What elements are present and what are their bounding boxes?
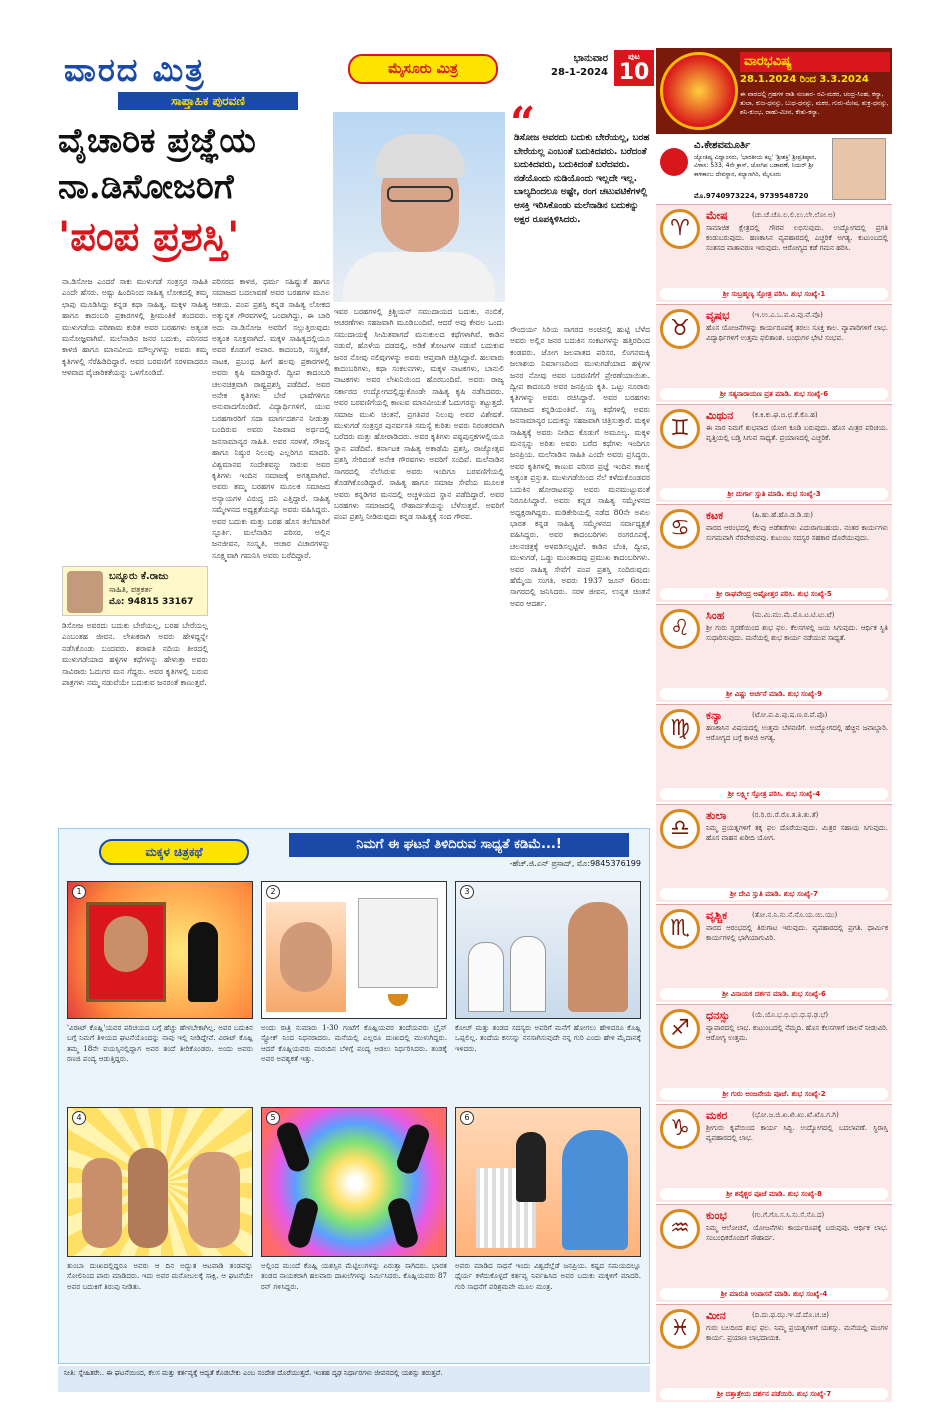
teammate-1	[82, 1158, 122, 1248]
headline-line-3: 'ಪಂಪ ಪ್ರಶಸ್ತಿ'	[58, 213, 240, 260]
masthead	[58, 48, 650, 112]
article-headline	[58, 118, 328, 268]
panel-number: 1	[72, 885, 86, 899]
zodiac-sign-name: ಕಟಕ	[706, 509, 724, 522]
zodiac-prediction: ನಿಮ್ಮ ಆಲೋಚನೆ, ಯೋಜನೆಗಳು ಕಾರ್ಯರೂಪಕ್ಕೆ ಬರುವುವು. ಆರ್ಥಿಕ ಲಾಭ. ಸಂಬಂಧಿಕರೊಂದಿಗೆ ಸೌಹಾರ್ದ.	[706, 1224, 888, 1242]
astrologer-address: ಜ್ಯೋತಿಷ್ಯ ವಿದ್ವಾಂಸರು, 'ಭಾರತೀಯ ಕಲ್ಪ' 'ಶ್ರೀಶಕ್ತಿ' ಶ್ರೀಪ್ರತಿಷ್ಠಾನ, ವಿಳಾಸ: 533, 4ನೇ ಕ್ರಾಸ್, ಜೋಗಿಪ ಬಡಾವಣೆ, ನಿಯರ್ ಶ್ರೀ ಕಾಳಿಕಾಂಬ ದೇವಸ್ಥಾನ, ಕಲ್ಯಾಣಗಿರಿ, ಮೈಸೂರು	[694, 154, 817, 178]
article-column-2: ಪರಿಸರದ ಕಾಳಜಿ, ಧರ್ಮ ಸಹಿಷ್ಣುತೆ ಹಾಗೂ ಸಮಾಜದ ಬದಲಾವಣೆ ಅವರ ಬರಹಗಳ ಮೂಲ ಆಶಯ. ಪಂಪ ಪ್ರಶಸ್ತಿ ಕನ್ನಡ ಸಾಹಿತ್ಯ ಲೋಕದ ಅತ್ಯುನ್ನತ ಗೌರವಗಳಲ್ಲಿ ಒಂದಾಗಿದ್ದು, ಈ ಬಾರಿ ಅದು ನಾ.ಡಿಸೋಜ ಅವರಿಗೆ ಸಲ್ಲುತ್ತಿರುವುದು ಅತ್ಯಂತ ಸೂಕ್ತವಾಗಿದೆ. ಮಕ್ಕಳ ಸಾಹಿತ್ಯದಲ್ಲಿಯೂ ಅವರ ಕೊಡುಗೆ ಅಪಾರ. ಕಾದಂಬರಿ, ಸಣ್ಣಕತೆ, ನಾಟಕ, ಪ್ರಬಂಧ ಹೀಗೆ ಹಲವು ಪ್ರಕಾರಗಳಲ್ಲಿ ಅವರು ಕೃಷಿ ಮಾಡಿದ್ದಾರೆ. ದ್ವೀಪ ಕಾದಂಬರಿ ಚಲನಚಿತ್ರವಾಗಿ ರಾಷ್ಟ್ರಪ್ರಶಸ್ತಿ ಪಡೆದಿದೆ. ಅವರ ಅನೇಕ ಕೃತಿಗಳು ಬೇರೆ ಭಾಷೆಗಳಿಗೂ ಅನುವಾದಗೊಂಡಿವೆ. ವಿದ್ಯಾರ್ಥಿಗಳಿಗೆ, ಯುವ ಬರಹಗಾರರಿಗೆ ಸದಾ ಮಾರ್ಗದರ್ಶನ ನೀಡುತ್ತಾ ಬಂದಿರುವ ಅವರು ನಿಜವಾದ ಅರ್ಥದಲ್ಲಿ ಜನಸಾಮಾನ್ಯರ ಸಾಹಿತಿ. ಅವರ ಸರಳತೆ, ಸೌಜನ್ಯ ಹಾಗೂ ನಿಷ್ಠುರ ನಿಲುವು ಎಲ್ಲರಿಗೂ ಮಾದರಿ. ವಿಶ್ವಮಾನವ ಸಂದೇಶವನ್ನು ಸಾರುವ ಅವರ ಕೃತಿಗಳು ಇಂದಿನ ಸಮಾಜಕ್ಕೆ ಅಗತ್ಯವಾಗಿವೆ. ಅವರು ತಮ್ಮ ಬರಹಗಳ ಮೂಲಕ ಸಮಾಜದ ಅನ್ಯಾಯಗಳ ವಿರುದ್ಧ ದನಿ ಎತ್ತಿದ್ದಾರೆ. ಸಾಹಿತ್ಯ ಸಮ್ಮೇಳನದ ಅಧ್ಯಕ್ಷತೆಯನ್ನೂ ಅವರು ವಹಿಸಿದ್ದರು. ಅವರ ಬದುಕು ಮತ್ತು ಬರಹ ಹೊಸ ತಲೆಮಾರಿಗೆ ಸ್ಫೂರ್ತಿ. ಮಲೆನಾಡಿನ ಪರಿಸರ, ಅಲ್ಲಿನ ಜನಜೀವನ, ಸಂಸ್ಕೃತಿ, ಆಚಾರ ವಿಚಾರಗಳನ್ನು ಸೂಕ್ಷ್ಮವಾಗಿ ಗಮನಿಸಿ ಅವರು ಬರೆದಿದ್ದಾರೆ.	[212, 277, 330, 560]
teammate-2	[128, 1148, 168, 1248]
zodiac-symbol-icon: ♈	[660, 209, 700, 249]
zodiac-prediction: ವಾರದ ಆರಂಭದಲ್ಲಿ ಕೆಲವು ಅಡೆತಡೆಗಳು ಎದುರಾಗಬಹುದು. ನಂತರ ಕಾರ್ಯಗಳು ಸುಗಮವಾಗಿ ನೆರವೇರುವವು. ಕುಟುಂಬ ಸದಸ್ಯರ ಸಹಕಾರ ದೊರೆಯುವುದು.	[706, 524, 888, 542]
page-number: 10	[618, 60, 650, 85]
comic-caption-2: ಅಂದು ರಾತ್ರಿ ಸುಮಾರು 1-30 ಗಂಟೆಗೆ ಕೊಹ್ಲಿಯವರ ತಂದೆಯವರು ಬ್ರೈನ್ ಸ್ಟ್ರೋಕ್ ನಿಂದ ನಿಧನರಾದರು. ಮನೆಯಲ್ಲಿ ಎಲ್ಲರೂ ದುಃಖದಲ್ಲಿ ಮುಳುಗಿದ್ದರು. ಆದರೆ ಕೊಹ್ಲಿಯವರು ಮರುದಿನ ಬೆಳಿಗ್ಗೆ ಪಂದ್ಯ ಆಡಲು ನಿರ್ಧರಿಸಿದರು. ತಂಡಕ್ಕೆ ಅವರ ಅವಶ್ಯಕತೆ ಇತ್ತು.	[261, 1023, 447, 1064]
zodiac-symbol-icon: ♋	[660, 509, 700, 549]
zodiac-sign-card	[656, 404, 892, 502]
zodiac-sign-letters: (ತೋ.ನ.ನಿ.ನು.ನೆ.ನೊ.ಯ.ಯಿ.ಯು)	[752, 911, 838, 919]
zodiac-sign-card	[656, 504, 892, 602]
comic-caption-1: 'ವಿರಾಟ್ ಕೊಹ್ಲಿ'ಯವರ ಪರಿಚಯದ ಬಗ್ಗೆ ಹೆಚ್ಚು ಹೇಳಬೇಕಾಗಿಲ್ಲ. ಅವರ ಬದುಕಿನ ಬಗ್ಗೆ ನಿಮಗೆ ತಿಳಿಯದ ಘಟನೆಯೊಂದನ್ನು ನಾವು ಇಲ್ಲಿ ನೀಡಿದ್ದೇವೆ. ವಿರಾಟ್ ಕೊಹ್ಲಿ ತಮ್ಮ 18ನೇ ವಯಸ್ಸಿನಲ್ಲಿದ್ದಾಗ ಅವರ ತಂದೆ ತೀರಿಕೊಂಡರು. ಅಂದು ಅವರು ರಣಜಿ ಪಂದ್ಯ ಆಡುತ್ತಿದ್ದರು.	[67, 1023, 253, 1064]
issue-date-value: 28-1-2024	[550, 67, 608, 78]
zodiac-sign-card	[656, 804, 892, 902]
zodiac-symbol-icon: ♎	[660, 809, 700, 849]
sad-face	[280, 922, 332, 992]
zodiac-remedy: ಶ್ರೀ ಸುಬ್ರಹ್ಮಣ್ಯ ಸ್ತೋತ್ರ ಪಠಿಸಿ. ಶುಭ ಸಂಖ್ಯೆ-1	[660, 288, 888, 300]
zodiac-remedy: ಶ್ರೀ ದುರ್ಗಾ ಸ್ತುತಿ ಮಾಡಿ. ಶುಭ ಸಂಖ್ಯೆ-3	[660, 488, 888, 500]
zodiac-prediction: ಈ ವಾರ ನಿಮಗೆ ಶುಭವಾದ ಯೋಗ ಕೂಡಿ ಬರುವುದು. ಹೊಸ ಮಿತ್ರರ ಪರಿಚಯ. ವೃತ್ತಿಯಲ್ಲಿ ಬಡ್ತಿ ಸಿಗುವ ಸಾಧ್ಯತೆ. ಪ್ರಯಾಣದಲ್ಲಿ ಎಚ್ಚರಿಕೆ.	[706, 424, 888, 442]
zodiac-prediction: ವಾರದ ಆರಂಭದಲ್ಲಿ ತಿರುಗಾಟ ಇರುವುದು. ವ್ಯವಹಾರದಲ್ಲಿ ಪ್ರಗತಿ. ಧಾರ್ಮಿಕ ಕಾರ್ಯಗಳಲ್ಲಿ ಭಾಗಿಯಾಗುವಿರಿ.	[706, 924, 888, 942]
zodiac-remedy: ಶ್ರೀ ವಿನಾಯಕ ದರ್ಶನ ಮಾಡಿ. ಶುಭ ಸಂಖ್ಯೆ-6	[660, 988, 888, 1000]
zodiac-sign-letters: (ಗು.ಗೆ.ಗೊ.ಸ.ಸಿ.ಸು.ಸೆ.ಸೊ.ದ)	[752, 1211, 825, 1219]
zodiac-symbol-icon: ♍	[660, 709, 700, 749]
comic-credit: -ಹೆಚ್.ಜಿ.ಎನ್ ಪ್ರಸಾದ್, ಮೊ:9845376199	[509, 859, 641, 868]
zodiac-sign-name: ಸಿಂಹ	[706, 609, 725, 622]
official-person	[516, 1132, 546, 1202]
quote-mark-icon: “	[510, 98, 536, 149]
comic-panel-2	[261, 881, 447, 1019]
zodiac-sign-name: ಧನಸ್ಸು	[706, 1009, 730, 1022]
zodiac-symbol-icon: ♌	[660, 609, 700, 649]
horoscope-title: ವಾರಭವಿಷ್ಯ	[740, 52, 890, 72]
zodiac-symbol-icon: ♑	[660, 1109, 700, 1149]
zodiac-symbol-icon: ♉	[660, 309, 700, 349]
zodiac-sign-letters: (ಇ.ಉ.ಎ.ಒ.ವ.ವಿ.ವು.ವೆ.ವೊ)	[752, 311, 823, 319]
zodiac-remedy: ಶ್ರೀ ವಿಷ್ಣು ಅರ್ಚನೆ ಮಾಡಿ. ಶುಭ ಸಂಖ್ಯೆ-9	[660, 688, 888, 700]
zodiac-sign-name: ಮೇಷ	[706, 209, 728, 222]
zodiac-prediction: ಶ್ರೀಗುರು ಕೃಪೆಯಿಂದ ಕಾರ್ಯ ಸಿದ್ಧಿ. ಉದ್ಯೋಗದಲ್ಲಿ ಬದಲಾವಣೆ. ಸ್ಥಿರಾಸ್ತಿ ವ್ಯವಹಾರದಲ್ಲಿ ಲಾಭ.	[706, 1124, 888, 1142]
zodiac-sign-name: ವೃಶ್ಚಿಕ	[706, 909, 728, 922]
zodiac-remedy: ಶ್ರೀ ದೇವಿ ಸ್ತುತಿ ಮಾಡಿ. ಶುಭ ಸಂಖ್ಯೆ-7	[660, 888, 888, 900]
zodiac-sign-card	[656, 1004, 892, 1102]
zodiac-sign-letters: (ಯೆ.ಯೊ.ಭ.ಭಿ.ಭು.ಧ.ಫ.ಢ.ಭೆ)	[752, 1011, 829, 1019]
horoscope-header	[656, 48, 892, 134]
batsman-silhouette	[188, 922, 218, 1002]
comic-title: ನಿಮಗೆ ಈ ಘಟನೆ ತಿಳಿದಿರುವ ಸಾಧ್ಯತೆ ಕಡಿಮೆ...!	[289, 833, 629, 857]
planet-positions-note: ಈ ವಾರದಲ್ಲಿ ಗ್ರಹಗಳ ರಾಶಿ ಸಂಚಾರ- ರವಿ-ಮಕರ, ಚಂದ್ರ-ಸಿಂಹ, ಕನ್ಯಾ, ತುಲಾ, ಕುಜ-ಧನಸ್ಸು, ಬುಧ-ಧನಸ್ಸು, ಮಕರ, ಗುರು-ಮೇಷ, ಶುಕ್ರ-ಧನಸ್ಸು, ಶನಿ-ಕುಂಭ, ರಾಹು-ಮೀನ, ಕೇತು-ಕನ್ಯಾ.	[740, 90, 889, 116]
zodiac-remedy: ಶ್ರೀ ಶನೈಶ್ಚರ ಪೂಜೆ ಮಾಡಿ. ಶುಭ ಸಂಖ್ಯೆ-8	[660, 1188, 888, 1200]
astrologer-logo-icon	[660, 148, 688, 176]
zodiac-sign-letters: (ಕ.ಕಿ.ಕು.ಘ.ಙ.ಛ.ಕೆ.ಕೊ.ಹ)	[752, 411, 818, 419]
oil-lamp-icon	[388, 994, 408, 1006]
portrait-shirt	[343, 252, 495, 302]
zodiac-sign-card	[656, 704, 892, 802]
zodiac-sign-card	[656, 204, 892, 302]
supplement-subtitle: ಸಾಪ್ತಾಹಿಕ ಪುರವಣಿ	[118, 92, 298, 110]
comic-panel-1	[67, 881, 253, 1019]
pull-quote: ಡಿಸೋಜ ಅವರದು ಬದುಕು ಬೇರೆಯಲ್ಲ, ಬರಹ ಬೇರೆಯಲ್ಲ ಎಂಬಂತೆ ಬದುಕಿದವರು. ಬರೆದಂತೆ ಬದುಕಿದವರು, ಬದುಕಿದಂತೆ ಬರೆದವರು. ನಡೆಯೊಂದು ನುಡಿಯೊಂದು ಇಲ್ಲದೇ ಇಲ್ಲ. ಬಾಲ್ಯದಿಂದಲೂ ಅಷ್ಟೇ, ರಂಗ ಚಟುವಟಿಕೆಗಳಲ್ಲಿ ಆಸಕ್ತಿ ಇರಿಸಿಕೊಂಡು ಮಲೆನಾಡಿನ ಬದುಕನ್ನು ಅಕ್ಷರ ರೂಪಕ್ಕಿಳಿಸಿದರು.	[514, 133, 650, 225]
zodiac-sign-letters: (ಮ.ಮಿ.ಮು.ಮೆ.ಮೊ.ಟ.ಟಿ.ಟು.ಟೆ)	[752, 611, 835, 619]
player-face	[104, 916, 148, 972]
zodiac-symbol-icon: ♐	[660, 1009, 700, 1049]
player-listening	[188, 1152, 240, 1248]
zodiac-sign-card	[656, 304, 892, 402]
person-woman	[468, 942, 504, 1012]
zodiac-remedy: ಶ್ರೀ ದತ್ತಾತ್ರೇಯ ದರ್ಶನ ಪಡೆಯಿರಿ. ಶುಭ ಸಂಖ್ಯೆ-7	[660, 1388, 888, 1400]
zodiac-remedy: ಶ್ರೀ ಮಾರುತಿ ಉಪಾಸನೆ ಮಾಡಿ. ಶುಭ ಸಂಖ್ಯೆ-4	[660, 1288, 888, 1300]
cloth-sheet	[358, 898, 438, 988]
zodiac-sign-letters: (ದಿ.ದು.ಥ.ಝ.ಞ.ದೆ.ದೊ.ಚ.ಚಿ)	[752, 1311, 829, 1319]
portrait-hair	[375, 134, 465, 178]
zodiac-sign-letters: (ಚು.ಚೆ.ಚೊ.ಲ.ಲಿ.ಲು.ಲೇ.ಲೋ.ಅ)	[752, 211, 836, 219]
zodiac-remedy: ಶ್ರೀ ಲಕ್ಷ್ಮೀ ಸ್ತೋತ್ರ ಪಠಿಸಿ. ಶುಭ ಸಂಖ್ಯೆ-4	[660, 788, 888, 800]
panel-number: 4	[72, 1111, 86, 1125]
player-in-jersey	[562, 1130, 628, 1250]
byline-role: ಸಾಹಿತಿ, ಪತ್ರಕರ್ತ	[109, 585, 153, 594]
zodiac-sign-name: ತುಲಾ	[706, 809, 727, 822]
zodiac-prediction: ಗುರು ಬಲದಿಂದ ಶುಭ ಫಲ. ನಿಮ್ಮ ಪ್ರಯತ್ನಗಳಿಗೆ ಯಶಸ್ಸು. ಮನೆಯಲ್ಲಿ ಮಂಗಳ ಕಾರ್ಯ. ಪ್ರಯಾಣ ಲಾಭದಾಯಕ.	[706, 1324, 888, 1342]
zodiac-prediction: ವ್ಯಾಪಾರದಲ್ಲಿ ಲಾಭ. ಕುಟುಂಬದಲ್ಲಿ ನೆಮ್ಮದಿ. ಹೊಸ ಕೆಲಸಗಳಿಗೆ ಚಾಲನೆ ನೀಡುವಿರಿ. ಆರೋಗ್ಯ ಉತ್ತಮ.	[706, 1024, 888, 1042]
zodiac-sign-letters: (ರ.ರಿ.ರು.ರೆ.ರೊ.ತ.ತಿ.ತು.ತೆ)	[752, 811, 819, 819]
article-column-1: ನಾ.ಡಿಸೋಜ ಎಂದರೆ ಸಾಕು ಮುಳುಗಡೆ ಸಂತ್ರಸ್ತರ ಸಾಹಿತಿ ಎಂದೇ ಹೆಸರು. ಅಷ್ಟು ಹಿಂದಿನಿಂದ ಸಾಹಿತ್ಯ ಲೋಕದಲ್ಲಿ ತಮ್ಮ ಛಾಪು ಮೂಡಿಸಿದ್ದು ಕನ್ನಡ ಕಥಾ ಸಾಹಿತ್ಯ, ಮಕ್ಕಳ ಸಾಹಿತ್ಯ ಹಾಗೂ ಕಾದಂಬರಿ ಪ್ರಕಾರಗಳಲ್ಲಿ ಶ್ರೀಮಂತಿಕೆ ತಂದವರು. ಮುಳುಗಡೆಯ ಪರಿಣಾಮ ಕುರಿತ ಅವರ ಬರಹಗಳು ಅತ್ಯಂತ ಮನೋಜ್ಞವಾಗಿವೆ. ಮಲೆನಾಡಿನ ಜನರ ಬದುಕು, ಪರಿಸರದ ಕಾಳಜಿ ಹಾಗೂ ಮಾನವೀಯ ಮೌಲ್ಯಗಳನ್ನು ಅವರು ತಮ್ಮ ಕೃತಿಗಳಲ್ಲಿ ಸೆರೆಹಿಡಿದಿದ್ದಾರೆ. ಅವರ ಬರವಣಿಗೆ ಸರಳವಾದರೂ ಆಳವಾದ ವೈಚಾರಿಕತೆಯನ್ನು ಒಳಗೊಂಡಿದೆ.	[62, 277, 208, 378]
zodiac-sign-letters: (ಹಿ.ಹು.ಹೆ.ಹೊ.ಡ.ಡಿ.ಡು)	[752, 511, 813, 519]
zodiac-sign-card	[656, 604, 892, 702]
kids-comic-section	[58, 828, 650, 1364]
byline-phone: ಮೊ: 94815 33167	[109, 597, 194, 607]
zodiac-remedy: ಶ್ರೀ ಗುರು ಆಂಜನೇಯ ಪೂಜೆ. ಶುಭ ಸಂಖ್ಯೆ-2	[660, 1088, 888, 1100]
panel-number: 5	[266, 1111, 280, 1125]
comic-panel-6	[455, 1107, 641, 1257]
author-portrait-photo	[333, 112, 505, 302]
comic-caption-6: ಅವರು ಮಾಡಿದ ಸಾಧನೆ ಇಂದು ವಿಶ್ವದೆಲ್ಲೆಡೆ ಜನಪ್ರಿಯ. ಕಷ್ಟದ ಸಮಯದಲ್ಲೂ ಧೈರ್ಯ ಕಳೆದುಕೊಳ್ಳದೆ ಕರ್ತವ್ಯ ನಿರ್ವಹಿಸಿದ ಅವರ ಬದುಕು ಮಕ್ಕಳಿಗೆ ಮಾದರಿ. ಗುರಿ ಸಾಧನೆಗೆ ಪರಿಶ್ರಮವೇ ಮೂಲ ಮಂತ್ರ.	[455, 1261, 641, 1291]
comic-moral-strip: ನೀತಿ: ಸ್ನೇಹಿತರೇ.. ಈ ಘಟನೆಯಿಂದ, ಕೆಲಸ ಮತ್ತು ಕರ್ತವ್ಯಕ್ಕೆ ಆದ್ಯತೆ ಕೊಡಬೇಕು ಎಂಬ ಸಂದೇಶ ದೊರೆಯುತ್ತದೆ. ಇಂತಹ ದೃಢ ನಿರ್ಧಾರಗಳು ಜೀವನದಲ್ಲಿ ಯಶಸ್ಸು ತರುತ್ತವೆ.	[58, 1366, 650, 1392]
article-column-3: ಇವರ ಬರಹಗಳಲ್ಲಿ ಕ್ರಿಶ್ಚಿಯನ್ ಸಮುದಾಯದ ಬದುಕು, ನಂಬಿಕೆ, ಆಚರಣೆಗಳು ಸಹಜವಾಗಿ ಮೂಡಿಬಂದಿವೆ. ಆದರೆ ಅವು ಕೇವಲ ಒಂದು ಸಮುದಾಯಕ್ಕೆ ಸೀಮಿತವಾಗದೆ ಮನುಕುಲದ ಕಥೆಗಳಾಗಿವೆ. ಕಾಡಿನ ನಡುವೆ, ಹೊಳೆಯ ದಡದಲ್ಲಿ, ಅಡಿಕೆ ತೋಟಗಳ ನಡುವೆ ಬದುಕುವ ಜನರ ನೋವು ನಲಿವುಗಳನ್ನು ಅವರು ಆಪ್ತವಾಗಿ ಚಿತ್ರಿಸಿದ್ದಾರೆ. ಹಲವಾರು ಕಾದಂಬರಿಗಳು, ಕಥಾ ಸಂಕಲನಗಳು, ಮಕ್ಕಳ ನಾಟಕಗಳು, ಬಾನುಲಿ ನಾಟಕಗಳು ಅವರ ಲೇಖನಿಯಿಂದ ಹೊರಬಂದಿವೆ. ಅವರು ರಾಜ್ಯ ಸರ್ಕಾರದ ಉದ್ಯೋಗದಲ್ಲಿದ್ದುಕೊಂಡೇ ಸಾಹಿತ್ಯ ಕೃಷಿ ನಡೆಸಿದವರು. ಅವರ ಬರವಣಿಗೆಯಲ್ಲಿ ಕಾಣುವ ಮಾನವೀಯತೆ ಓದುಗರನ್ನು ತಟ್ಟುತ್ತದೆ. ಸಮಾಜ ಮುಖಿ ಚಿಂತನೆ, ಪ್ರಗತಿಪರ ನಿಲುವು ಅವರ ವಿಶೇಷತೆ. ಮುಳುಗಡೆ ಸಂತ್ರಸ್ತರ ಪುನರ್ವಸತಿ ಸಮಸ್ಯೆ ಕುರಿತು ಅವರು ನಿರಂತರವಾಗಿ ಬರೆದರು ಮತ್ತು ಹೋರಾಡಿದರು. ಅವರ ಕೃತಿಗಳು ಪಠ್ಯಪುಸ್ತಕಗಳಲ್ಲಿಯೂ ಸ್ಥಾನ ಪಡೆದಿವೆ. ಕರ್ನಾಟಕ ಸಾಹಿತ್ಯ ಅಕಾಡೆಮಿ ಪ್ರಶಸ್ತಿ, ರಾಜ್ಯೋತ್ಸವ ಪ್ರಶಸ್ತಿ ಸೇರಿದಂತೆ ಅನೇಕ ಗೌರವಗಳು ಅವರಿಗೆ ಸಂದಿವೆ. ಮಲೆನಾಡಿನ ಸಾಗರದಲ್ಲಿ ನೆಲೆಸಿರುವ ಅವರು ಇಂದಿಗೂ ಬರವಣಿಗೆಯಲ್ಲಿ ತೊಡಗಿಕೊಂಡಿದ್ದಾರೆ. ಸಾಹಿತ್ಯ ಹಾಗೂ ಸಮಾಜ ಸೇವೆಯ ಮೂಲಕ ಅವರು ಕನ್ನಡಿಗರ ಮನದಲ್ಲಿ ಅಚ್ಚಳಿಯದ ಸ್ಥಾನ ಪಡೆದಿದ್ದಾರೆ. ಅವರ ಬರಹಗಳು ಸಮಾಜದಲ್ಲಿ ಸೌಹಾರ್ದತೆಯನ್ನು ಬೆಳೆಸುತ್ತವೆ. ಅವರಿಗೆ ಪಂಪ ಪ್ರಶಸ್ತಿ ನೀಡಿರುವುದು ಕನ್ನಡ ಸಾಹಿತ್ಯಕ್ಕೆ ಸಂದ ಗೌರವ.	[334, 307, 504, 522]
supplement-title: ವಾರದ ಮಿತ್ರ	[58, 48, 298, 92]
person-man	[510, 936, 546, 1012]
zodiac-remedy: ಶ್ರೀ ರಾಘವೇಂದ್ರ ಅಷ್ಟೋತ್ತರ ಪಠಿಸಿ. ಶುಭ ಸಂಖ್ಯೆ-5	[660, 588, 888, 600]
thinking-player	[568, 902, 628, 1012]
zodiac-symbol-icon: ♊	[660, 409, 700, 449]
zodiac-sign-card	[656, 1104, 892, 1202]
astrologer-name: ವಿ.ಕೇಶವಮೂರ್ತಿ	[694, 140, 751, 151]
comic-panel-4	[67, 1107, 253, 1257]
issue-day: ಭಾನುವಾರ	[573, 53, 608, 64]
headline-line-2: ನಾ.ಡಿಸೋಜರಿಗೆ	[58, 167, 234, 207]
zodiac-prediction: ಹಣಕಾಸಿನ ವಿಷಯದಲ್ಲಿ ಉತ್ತಮ ಬೆಳವಣಿಗೆ. ಉದ್ಯೋಗದಲ್ಲಿ ಹೆಚ್ಚಿನ ಜವಾಬ್ದಾರಿ. ಆರೋಗ್ಯದ ಬಗ್ಗೆ ಕಾಳಜಿ ಅಗತ್ಯ.	[706, 724, 888, 742]
zodiac-prediction: ಸಾಮಾಜಿಕ ಕ್ಷೇತ್ರದಲ್ಲಿ ಗೌರವ ಲಭಿಸುವುದು. ಉದ್ಯೋಗದಲ್ಲಿ ಪ್ರಗತಿ ಕಂಡುಬರುವುದು. ಹಣಕಾಸಿನ ವ್ಯವಹಾರದಲ್ಲಿ ಎಚ್ಚರಿಕೆ ಅಗತ್ಯ. ಕುಟುಂಬದಲ್ಲಿ ಸಂತಸದ ವಾತಾವರಣ ಇರುವುದು. ಆರೋಗ್ಯದ ಕಡೆ ಗಮನ ಹರಿಸಿ.	[706, 224, 888, 252]
zodiac-sign-letters: (ಟೋ.ಪ.ಪಿ.ಪು.ಷ.ಣ.ಠ.ಪೆ.ಪೊ)	[752, 711, 828, 719]
article-column-4: ಸೌಂದರ್ಯ ಸಿರಿಯ ಸಾಗರದ ಅಂಚಿನಲ್ಲಿ ಹುಟ್ಟಿ ಬೆಳೆದ ಅವರು ಅಲ್ಲಿನ ಜನರ ಬದುಕಿನ ಸಂಕಟಗಳನ್ನು ಹತ್ತಿರದಿಂದ ಕಂಡವರು. ಜೋಗ ಜಲಪಾತದ ಪರಿಸರ, ಲಿಂಗನಮಕ್ಕಿ ಜಲಾಶಯ ನಿರ್ಮಾಣದಿಂದ ಮುಳುಗಡೆಯಾದ ಹಳ್ಳಿಗಳ ಜನರ ನೋವು ಅವರ ಬರವಣಿಗೆಗೆ ಪ್ರೇರಣೆಯಾಯಿತು. ದ್ವೀಪ ಕಾದಂಬರಿ ಅವರ ಜನಪ್ರಿಯ ಕೃತಿ. ಒಟ್ಟು ನೂರಾರು ಕೃತಿಗಳನ್ನು ಅವರು ರಚಿಸಿದ್ದಾರೆ. ಅವರ ಬರಹಗಳು ಸಮಾಜದ ಕನ್ನಡಿಯಂತಿವೆ. ಸಣ್ಣ ಕಥೆಗಳಲ್ಲಿ ಅವರು ಜನಸಾಮಾನ್ಯರ ಬದುಕನ್ನು ಸಹಜವಾಗಿ ಚಿತ್ರಿಸುತ್ತಾರೆ. ಮಕ್ಕಳ ಸಾಹಿತ್ಯಕ್ಕೆ ಅವರು ನೀಡಿದ ಕೊಡುಗೆ ಅಮೂಲ್ಯ. ಮಕ್ಕಳ ಮನಸ್ಸನ್ನು ಅರಿತು ಅವರು ಬರೆದ ಕಥೆಗಳು ಇಂದಿಗೂ ಜನಪ್ರಿಯ. ಮಲೆನಾಡಿನ ಸಾಹಿತಿ ಎಂದೇ ಅವರು ಪ್ರಸಿದ್ಧರು. ಅವರ ಕೃತಿಗಳಲ್ಲಿ ಕಾಣುವ ಪರಿಸರ ಪ್ರಜ್ಞೆ ಇಂದಿನ ಕಾಲಕ್ಕೆ ಅತ್ಯಂತ ಪ್ರಸ್ತುತ. ಮುಳುಗಡೆಯಿಂದ ನೆಲೆ ಕಳೆದುಕೊಂಡವರ ಬದುಕಿನ ಹೋರಾಟವನ್ನು ಅವರು ಮನಮುಟ್ಟುವಂತೆ ನಿರೂಪಿಸಿದ್ದಾರೆ. ಅವರು ಕನ್ನಡ ಸಾಹಿತ್ಯ ಸಮ್ಮೇಳನದ ಅಧ್ಯಕ್ಷರಾಗಿದ್ದರು. ಮಡಿಕೇರಿಯಲ್ಲಿ ನಡೆದ 80ನೇ ಅಖಿಲ ಭಾರತ ಕನ್ನಡ ಸಾಹಿತ್ಯ ಸಮ್ಮೇಳನದ ಸರ್ವಾಧ್ಯಕ್ಷತೆ ವಹಿಸಿದ್ದರು. ಅವರ ಕಾದಂಬರಿಗಳು ರಂಗರೂಪಕ್ಕೆ, ಚಲನಚಿತ್ರಕ್ಕೆ ಅಳವಡಿಸಲ್ಪಟ್ಟಿವೆ. ಕಾಡಿನ ಬೆಂಕಿ, ದ್ವೀಪ, ಮುಳುಗಡೆ, ಒಡ್ಡು ಮುಂತಾದವು ಪ್ರಮುಖ ಕಾದಂಬರಿಗಳು. ಅವರ ಸಾಹಿತ್ಯ ಸೇವೆಗೆ ಪಂಪ ಪ್ರಶಸ್ತಿ ಸಂದಿರುವುದು ಹೆಮ್ಮೆಯ ಸಂಗತಿ. ಅವರು 1937 ಜೂನ್ 6ರಂದು ಸಾಗರದಲ್ಲಿ ಜನಿಸಿದರು. ಸರಳ ಜೀವನ, ಉನ್ನತ ಚಿಂತನೆ ಅವರ ಆದರ್ಶ.	[510, 325, 650, 608]
issue-date	[528, 52, 608, 80]
comic-caption-3: ಕೋಚ್ ಮತ್ತು ತಂಡದ ಸದಸ್ಯರು ಅವರಿಗೆ ಮನೆಗೆ ಹೋಗಲು ಹೇಳಿದರೂ ಕೊಹ್ಲಿ ಒಪ್ಪಲಿಲ್ಲ. ತಂದೆಯ ಕನಸನ್ನು ನನಸಾಗಿಸುವುದೇ ನನ್ನ ಗುರಿ ಎಂದು ಹೇಳಿ ಮೈದಾನಕ್ಕೆ ಇಳಿದರು.	[455, 1023, 641, 1053]
zodiac-wheel-icon	[660, 52, 738, 130]
comic-caption-4: ತುಂಬಾ ದುಃಖದಲ್ಲಿದ್ದರೂ ಅವರು ಆ ದಿನ ಅದ್ಭುತ ಆಟವಾಡಿ ತಂಡವನ್ನು ಸೋಲಿನಿಂದ ಪಾರು ಮಾಡಿದರು. ಇದು ಅವರ ಮನೋಬಲಕ್ಕೆ ಸಾಕ್ಷಿ. ಆ ಘಟನೆಯೇ ಅವರ ಬದುಕಿಗೆ ತಿರುವು ನೀಡಿತು.	[67, 1261, 253, 1291]
zodiac-sign-name: ಕನ್ಯಾ	[706, 709, 723, 722]
comic-caption-5: ಅಲ್ಲಿಂದ ಮುಂದೆ ಕೊಹ್ಲಿ ಯಶಸ್ಸಿನ ಮೆಟ್ಟಿಲುಗಳನ್ನು ಏರುತ್ತಾ ಸಾಗಿದರು. ಭಾರತ ತಂಡದ ನಾಯಕರಾಗಿ ಹಲವಾರು ದಾಖಲೆಗಳನ್ನು ನಿರ್ಮಿಸಿದರು. ಕೊಹ್ಲಿಯವರು 87 ರನ್ ಗಳಿಸಿದ್ದರು.	[261, 1261, 447, 1291]
panel-number: 6	[460, 1111, 474, 1125]
page-label: ಪುಟ	[628, 52, 640, 61]
byline-name: ಬನ್ನೂರು ಕೆ.ರಾಜು	[109, 571, 169, 582]
zodiac-sign-name: ಮೀನ	[706, 1309, 726, 1322]
comic-panel-5	[261, 1107, 447, 1257]
zodiac-sign-card	[656, 904, 892, 1002]
zodiac-sign-card	[656, 1304, 892, 1402]
newspaper-logo: ಮೈಸೂರು ಮಿತ್ರ	[348, 54, 498, 84]
horoscope-date-range: 28.1.2024 ರಿಂದ 3.3.2024	[740, 74, 869, 85]
zodiac-sign-name: ವೃಷಭ	[706, 309, 730, 322]
zodiac-prediction: ನಿಮ್ಮ ಪ್ರಯತ್ನಗಳಿಗೆ ತಕ್ಕ ಫಲ ದೊರೆಯುವುದು. ಮಿತ್ರರ ಸಹಾಯ ಸಿಗುವುದು. ಹೊಸ ವಾಹನ ಖರೀದಿ ಯೋಗ.	[706, 824, 888, 842]
zodiac-symbol-icon: ♒	[660, 1209, 700, 1249]
byline-box	[62, 566, 208, 616]
zodiac-sign-card	[656, 1204, 892, 1302]
comic-panel-3	[455, 881, 641, 1019]
article-column-1b: ಡಿಸೋಜ ಅವರದು ಬದುಕು ಬೇರೆಯಲ್ಲ, ಬರಹ ಬೇರೆಯಲ್ಲ ಎಂಬಂತಹ ಜೀವನ. ಲೇಖಕರಾಗಿ ಅವರು ಹೇಳಿದ್ದನ್ನೇ ನಡೆಸಿಕೊಂಡು ಬಂದವರು. ಶರಾವತಿ ನದಿಯ ತೀರದಲ್ಲಿ ಮುಳುಗಡೆಯಾದ ಹಳ್ಳಿಗಳ ಕಥೆಗಳನ್ನು ಹೇಳುತ್ತಾ ಅವರು ಸಾವಿರಾರು ಓದುಗರ ಮನ ಗೆದ್ದರು. ಅವರ ಕೃತಿಗಳಲ್ಲಿ ಬರುವ ಪಾತ್ರಗಳು ನಮ್ಮ ನಡುವೆಯೇ ಬದುಕುವ ಜನರಂತೆ ಕಾಣುತ್ತವೆ.	[62, 621, 208, 688]
headline-line-1: ವೈಚಾರಿಕ ಪ್ರಜ್ಞೆಯ	[58, 121, 256, 161]
zodiac-sign-name: ಮಕರ	[706, 1109, 728, 1122]
panel-number: 2	[266, 885, 280, 899]
zodiac-prediction: ಹೊಸ ಯೋಜನೆಗಳನ್ನು ಕಾರ್ಯರೂಪಕ್ಕೆ ತರಲು ಸೂಕ್ತ ಕಾಲ. ವ್ಯಾಪಾರಿಗಳಿಗೆ ಲಾಭ. ವಿದ್ಯಾರ್ಥಿಗಳಿಗೆ ಉತ್ತಮ ಫಲಿತಾಂಶ. ಬಂಧುಗಳ ಭೇಟಿ ಸಂಭವ.	[706, 324, 888, 342]
zodiac-sign-letters: (ಭೋ.ಜ.ಜಿ.ಖ.ಖಿ.ಖು.ಖೆ.ಖೊ.ಗ.ಗಿ)	[752, 1111, 839, 1119]
zodiac-symbol-icon: ♓	[660, 1309, 700, 1349]
zodiac-symbol-icon: ♏	[660, 909, 700, 949]
zodiac-remedy: ಶ್ರೀ ಸತ್ಯನಾರಾಯಣ ವ್ರತ ಮಾಡಿ. ಶುಭ ಸಂಖ್ಯೆ-6	[660, 388, 888, 400]
zodiac-sign-name: ಕುಂಭ	[706, 1209, 727, 1222]
byline-avatar	[67, 571, 103, 613]
astrologer-box	[656, 136, 892, 202]
zodiac-prediction: ಶ್ರೀ ಗುರು ಸ್ಮರಣೆಯಿಂದ ಶುಭ ಫಲ. ಕೆಲಸಗಳಲ್ಲಿ ಜಯ ಸಿಗುವುದು. ಆರ್ಥಿಕ ಸ್ಥಿತಿ ಸುಧಾರಿಸುವುದು. ಮನೆಯಲ್ಲಿ ಶುಭ ಕಾರ್ಯ ನಡೆಯುವ ಸಾಧ್ಯತೆ.	[706, 624, 888, 642]
astrologer-photo	[832, 138, 886, 200]
page-number-box	[614, 50, 654, 86]
zodiac-sign-name: ಮಿಥುನ	[706, 409, 734, 422]
comic-banner: ಮಕ್ಕಳ ಚಿತ್ರಕಥೆ	[99, 839, 249, 865]
astrologer-phone: ಮೊ.9740973224, 9739548720	[694, 192, 809, 200]
portrait-glasses	[387, 186, 453, 202]
panel-number: 3	[460, 885, 474, 899]
